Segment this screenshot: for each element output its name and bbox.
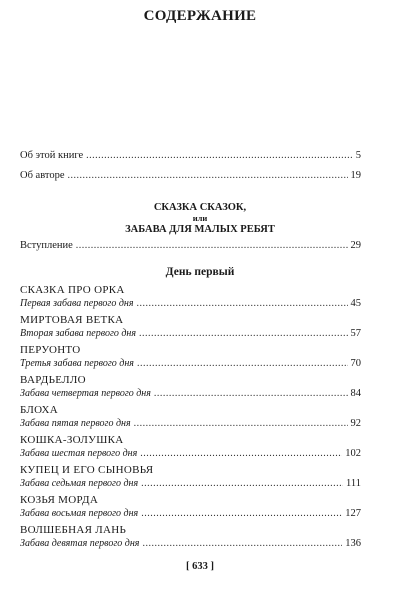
toc-entry-page: 19 [350, 170, 361, 181]
toc-entry-story [20, 508, 361, 519]
story-subtitle: Забава пятая первого дня [20, 418, 131, 429]
toc-entry-page: 136 [345, 538, 361, 549]
toc-entry-story [20, 358, 361, 369]
toc-entry-story [20, 418, 361, 429]
toc-entry-page: 111 [346, 478, 361, 489]
toc-entry-page: 5 [355, 150, 361, 161]
story-title: КОЗЬЯ МОРДА [20, 494, 99, 506]
dot-leader [140, 448, 342, 459]
dot-leader [141, 478, 343, 489]
story-title: КОШКА-ЗОЛУШКА [20, 434, 124, 446]
story-title: ВОЛШЕБНАЯ ЛАНЬ [20, 524, 127, 536]
story-title: СКАЗКА ПРО ОРКА [20, 284, 125, 296]
toc-entry-story [20, 478, 361, 489]
section-heading-or: или [192, 213, 208, 223]
day-heading: День первый [165, 266, 235, 278]
dot-leader [134, 418, 348, 429]
dot-leader [86, 150, 353, 161]
story-title: ВАРДЬЕЛЛО [20, 374, 86, 386]
story-subtitle: Забава четвертая первого дня [20, 388, 151, 399]
toc-entry-page: 70 [350, 358, 361, 369]
toc-entry-about-author [20, 170, 361, 181]
toc-entry-about-book [20, 150, 361, 161]
section-heading-line3: ЗАБАВА ДЛЯ МАЛЫХ РЕБЯТ [125, 224, 275, 235]
story-subtitle: Первая забава первого дня [20, 298, 134, 309]
section-heading-line1: СКАЗКА СКАЗОК, [153, 202, 247, 213]
story-subtitle: Забава шестая первого дня [20, 448, 138, 459]
dot-leader [137, 298, 348, 309]
story-title: ПЕРУОНТО [20, 344, 81, 356]
toc-entry-page: 102 [345, 448, 361, 459]
dot-leader [142, 538, 342, 549]
dot-leader [139, 328, 347, 339]
toc-entry-page: 45 [350, 298, 361, 309]
toc-entry-page: 84 [350, 388, 361, 399]
toc-entry-page: 127 [345, 508, 361, 519]
story-subtitle: Вторая забава первого дня [20, 328, 137, 339]
dot-leader [154, 388, 348, 399]
story-subtitle: Третья забава первого дня [20, 358, 134, 369]
section-heading [0, 202, 400, 235]
dot-leader [137, 358, 348, 369]
toc-entry-label: Об этой книге [20, 150, 84, 161]
dot-leader [141, 508, 342, 519]
toc-entry-story [20, 448, 361, 459]
toc-entry-label: Вступление [20, 240, 73, 251]
toc-entry-story [20, 298, 361, 309]
page-title: СОДЕРЖАНИЕ [143, 8, 257, 24]
toc-entry-story [20, 538, 361, 549]
dot-leader [76, 240, 348, 251]
dot-leader [68, 170, 348, 181]
toc-entry-label: Об авторе [20, 170, 65, 181]
toc-entry-page: 92 [350, 418, 361, 429]
story-subtitle: Забава седьмая первого дня [20, 478, 139, 489]
story-subtitle: Забава девятая первого дня [20, 538, 140, 549]
story-title: МИРТОВАЯ ВЕТКА [20, 314, 124, 326]
toc-entry-page: 29 [350, 240, 361, 251]
toc-entry-story [20, 388, 361, 399]
toc-entry-story [20, 328, 361, 339]
toc-entry-intro [20, 240, 361, 251]
page-number-footer: [ 633 ] [186, 561, 214, 572]
story-title: БЛОХА [20, 404, 58, 416]
story-subtitle: Забава восьмая первого дня [20, 508, 139, 519]
toc-entry-page: 57 [350, 328, 361, 339]
story-title: КУПЕЦ И ЕГО СЫНОВЬЯ [20, 464, 154, 476]
